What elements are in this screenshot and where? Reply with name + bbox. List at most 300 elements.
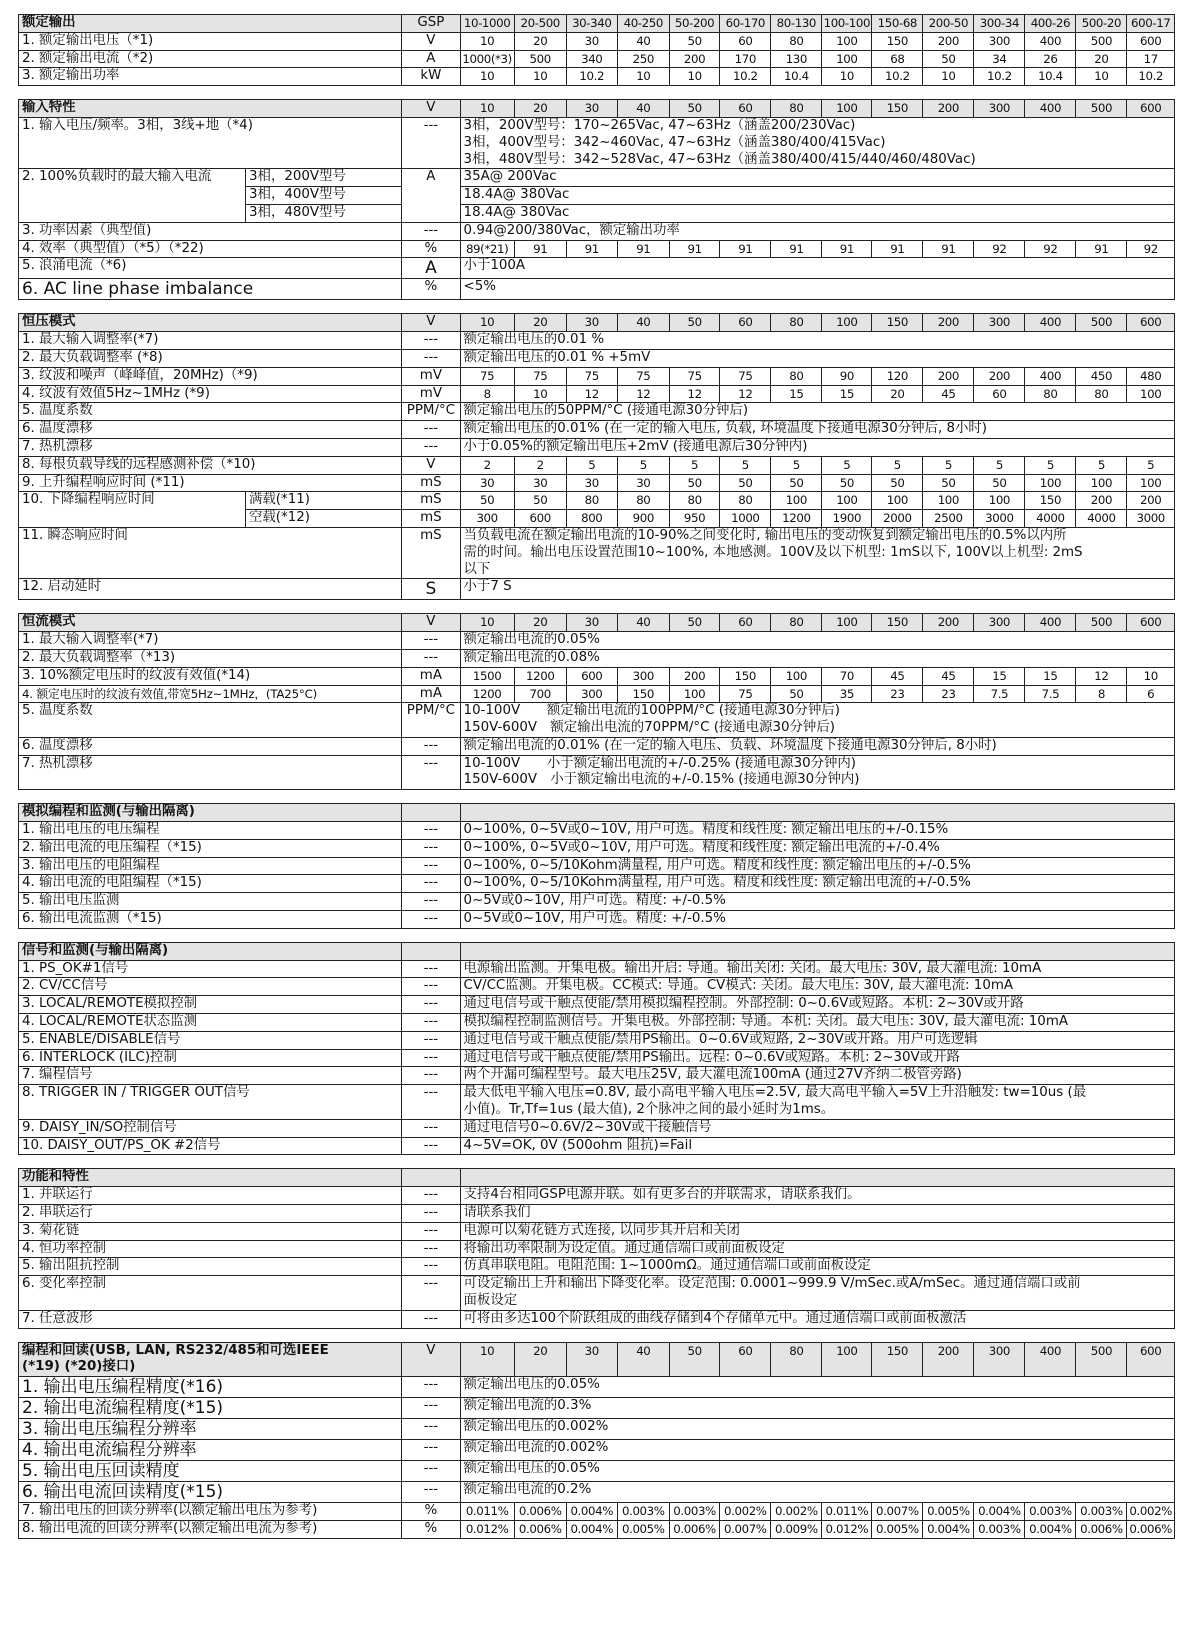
model-cell: 10 (460, 1342, 514, 1377)
table-row (19, 1276, 1175, 1311)
row-text: 支持4台相同GSP电源并联。如有更多台的并联需求，请联系我们。 (460, 1187, 1174, 1205)
model-cell: 500 (1076, 1342, 1127, 1377)
row-text: 0~100%, 0~5/10Kohm满量程, 用户可选。精度和线性度: 额定输出电流的+/-0.5% (460, 875, 1174, 893)
row-text: 0.94@200/380Vac，额定输出功率 (460, 222, 1174, 240)
value-cell: 20 (1076, 50, 1127, 68)
table-row (19, 1419, 1175, 1440)
value-cell: 100 (771, 492, 822, 510)
model-cell: 150 (872, 1342, 923, 1377)
value-cell: 800 (566, 510, 617, 528)
row-unit: mS (402, 527, 460, 578)
table-row (19, 1482, 1175, 1503)
row-unit: % (402, 1503, 460, 1521)
value-cell: 75 (514, 367, 566, 385)
value-cell: 60 (974, 385, 1025, 403)
value-cell: 400 (1025, 32, 1076, 50)
value-cell: 10 (1127, 667, 1175, 685)
value-cell: 17 (1127, 50, 1175, 68)
row-label: 5. 温度系数 (19, 403, 402, 421)
model-cell: 20 (514, 1342, 566, 1377)
model-cell: 500 (1076, 100, 1127, 118)
value-cell: 400 (1025, 367, 1076, 385)
value-cell: 130 (771, 50, 822, 68)
value-cell: 12 (669, 385, 720, 403)
table-row (19, 822, 1175, 840)
row-unit: % (402, 1520, 460, 1538)
value-cell: 1500 (460, 667, 514, 685)
table-row (19, 839, 1175, 857)
header-blank (460, 1169, 1174, 1187)
row-unit: mV (402, 385, 460, 403)
row-text-line: 150V-600V 小于额定输出电流的+/-0.15% (接通电源30分钟内) (463, 772, 860, 788)
row-unit: --- (402, 222, 460, 240)
value-cell: 50 (460, 492, 514, 510)
row-unit: --- (402, 349, 460, 367)
row-text: 额定输出电压的0.01% (在一定的输入电压, 负载, 环境温度下接通电源30分钟后, 8小时) (460, 421, 1174, 439)
row-label: 1. 最大输入调整率(*7) (19, 332, 402, 350)
row-text: 额定输出电压的0.01 % +5mV (460, 349, 1174, 367)
value-cell: 3000 (1127, 510, 1175, 528)
row-unit: --- (402, 1205, 460, 1223)
value-cell: 900 (617, 510, 669, 528)
value-cell: 5 (720, 456, 771, 474)
spec-section (18, 613, 1175, 790)
model-cell: 400 (1025, 314, 1076, 332)
model-cell: 20-500 (514, 15, 566, 33)
section-title-text: 额定输出 (22, 15, 76, 30)
value-cell: 91 (771, 240, 822, 258)
spec-section (18, 313, 1175, 600)
value-cell: 0.005% (617, 1520, 669, 1538)
table-row (19, 685, 1175, 703)
value-cell: 1200 (514, 667, 566, 685)
model-cell: 20 (514, 100, 566, 118)
value-cell: 0.007% (720, 1520, 771, 1538)
table-row (19, 667, 1175, 685)
value-cell: 0.006% (514, 1520, 566, 1538)
model-cell: 200-50 (923, 15, 974, 33)
value-cell: 100 (1127, 385, 1175, 403)
value-cell: 12 (720, 385, 771, 403)
value-cell: 15 (822, 385, 872, 403)
row-text: CV/CC监测。开集电极。CC模式: 导通。CV模式: 关闭。最大电压: 30V, 最大灌电流: 10mA (460, 978, 1174, 996)
row-sublabel: 3相，480V型号 (246, 204, 402, 222)
model-cell: 100 (822, 614, 872, 632)
row-unit: mS (402, 492, 460, 510)
row-unit: --- (402, 1258, 460, 1276)
row-unit: mS (402, 474, 460, 492)
table-row (19, 240, 1175, 258)
table-row (19, 492, 1175, 510)
value-cell: 0.006% (514, 1503, 566, 1521)
model-cell: 80 (771, 1342, 822, 1377)
row-label: 3. 纹波和噪声（峰峰值，20MHz)（*9) (19, 367, 402, 385)
model-cell: 300 (974, 614, 1025, 632)
row-label: 9. 上升编程响应时间 (*11) (19, 474, 402, 492)
table-row (19, 893, 1175, 911)
model-cell: 600 (1127, 314, 1175, 332)
value-cell: 75 (460, 367, 514, 385)
row-unit: --- (402, 1031, 460, 1049)
value-cell: 5 (617, 456, 669, 474)
value-cell: 100 (923, 492, 974, 510)
value-cell: 480 (1127, 367, 1175, 385)
value-cell: 100 (669, 685, 720, 703)
header-blank (460, 942, 1174, 960)
row-text: 0~5V或0~10V, 用户可选。精度: +/-0.5% (460, 911, 1174, 929)
row-text: 额定输出电流的0.2% (460, 1482, 1174, 1503)
table-row (19, 1440, 1175, 1461)
row-label: 4. 恒功率控制 (19, 1240, 402, 1258)
row-label: 5. ENABLE/DISABLE信号 (19, 1031, 402, 1049)
value-cell: 23 (923, 685, 974, 703)
model-cell: 200 (923, 314, 974, 332)
value-cell: 40 (617, 32, 669, 50)
model-cell: 150-68 (872, 15, 923, 33)
model-cell: 200 (923, 614, 974, 632)
value-cell: 0.005% (923, 1503, 974, 1521)
value-cell: 12 (1076, 667, 1127, 685)
model-cell: 500 (1076, 314, 1127, 332)
model-cell: 30 (566, 314, 617, 332)
row-label: 5. 输出电压监测 (19, 893, 402, 911)
table-row (19, 117, 1175, 168)
value-cell: 5 (1076, 456, 1127, 474)
value-cell: 0.007% (872, 1503, 923, 1521)
value-cell: 50 (720, 474, 771, 492)
row-label: 3. 额定输出功率 (19, 68, 402, 86)
value-cell: 91 (514, 240, 566, 258)
row-unit: --- (402, 960, 460, 978)
row-label: 6. 输出电流监测（*15) (19, 911, 402, 929)
row-text: 通过电信号0~0.6V/2~30V或干接触信号 (460, 1119, 1174, 1137)
row-unit: --- (402, 978, 460, 996)
value-cell: 150 (1025, 492, 1076, 510)
row-label: 6. INTERLOCK (ILC)控制 (19, 1049, 402, 1067)
spec-section (18, 1342, 1175, 1539)
table-row (19, 421, 1175, 439)
row-text: 额定输出电压的0.05% (460, 1461, 1174, 1482)
value-cell: 30 (460, 474, 514, 492)
value-cell: 70 (822, 667, 872, 685)
value-cell: 5 (974, 456, 1025, 474)
row-label: 2. 额定输出电流（*2) (19, 50, 402, 68)
model-cell: 200 (923, 100, 974, 118)
section-gap (18, 1329, 1175, 1342)
header-unit (402, 804, 460, 822)
row-label: 6. 变化率控制 (19, 1276, 402, 1311)
value-cell: 5 (1127, 456, 1175, 474)
value-cell: 30 (617, 474, 669, 492)
spec-section (18, 803, 1175, 929)
value-cell: 200 (1076, 492, 1127, 510)
value-cell: 10 (460, 68, 514, 86)
value-cell: 100 (872, 492, 923, 510)
row-unit: --- (402, 1119, 460, 1137)
value-cell: 80 (720, 492, 771, 510)
value-cell: 91 (1076, 240, 1127, 258)
table-row (19, 1085, 1175, 1120)
row-text-line: 150V-600V 额定输出电流的70PPM/°C (接通电源30分钟后) (463, 720, 835, 736)
value-cell: 0.002% (771, 1503, 822, 1521)
value-cell: 0.003% (617, 1503, 669, 1521)
model-cell: 200 (923, 1342, 974, 1377)
model-cell: 30-340 (566, 15, 617, 33)
row-label: 8. 每根负载导线的远程感测补偿（*10) (19, 456, 402, 474)
row-label: 6. 温度漂移 (19, 421, 402, 439)
table-row (19, 960, 1175, 978)
value-cell: 92 (974, 240, 1025, 258)
row-label: 6. 温度漂移 (19, 737, 402, 755)
table-row (19, 1067, 1175, 1085)
model-cell: 60-170 (720, 15, 771, 33)
row-unit: --- (402, 1014, 460, 1032)
row-label: 3. LOCAL/REMOTE模拟控制 (19, 996, 402, 1014)
model-cell: 10 (460, 100, 514, 118)
model-cell: 40-250 (617, 15, 669, 33)
table-row (19, 1398, 1175, 1419)
row-label: 4. LOCAL/REMOTE状态监测 (19, 1014, 402, 1032)
value-cell: 0.003% (669, 1503, 720, 1521)
table-row (19, 755, 1175, 790)
value-cell: 45 (923, 385, 974, 403)
value-cell: 7.5 (1025, 685, 1076, 703)
value-cell: 45 (872, 667, 923, 685)
row-unit: PPM/°C (402, 703, 460, 738)
model-cell: 50-200 (669, 15, 720, 33)
row-text-line: 小值)。Tr,Tf=1us (最大值), 2个脉冲之间的最小延时为1ms。 (463, 1102, 835, 1118)
value-cell: 20 (514, 32, 566, 50)
row-text: 18.4A@ 380Vac (460, 187, 1174, 205)
model-cell: 50 (669, 314, 720, 332)
value-cell: 30 (514, 474, 566, 492)
table-row (19, 349, 1175, 367)
value-cell: 91 (923, 240, 974, 258)
value-cell: 300 (617, 667, 669, 685)
section-title-text: 信号和监测(与输出隔离) (22, 942, 169, 958)
value-cell: 10 (460, 32, 514, 50)
table-row (19, 649, 1175, 667)
table-row (19, 1310, 1175, 1328)
row-text: 0~100%, 0~5V或0~10V, 用户可选。精度和线性度: 额定输出电流的+/-0.4% (460, 839, 1174, 857)
row-unit: --- (402, 1187, 460, 1205)
row-label: 7. 任意波形 (19, 1310, 402, 1328)
row-label: 2. 输出电流编程精度(*15) (19, 1398, 402, 1419)
table-row (19, 68, 1175, 86)
row-unit: A (402, 258, 460, 279)
value-cell: 0.011% (822, 1503, 872, 1521)
table-row (19, 169, 1175, 187)
value-cell: 5 (923, 456, 974, 474)
table-row (19, 857, 1175, 875)
row-text: 请联系我们 (460, 1205, 1174, 1223)
row-unit: mS (402, 510, 460, 528)
table-row (19, 1014, 1175, 1032)
row-unit: --- (402, 996, 460, 1014)
model-cell: 400 (1025, 1342, 1076, 1377)
value-cell: 0.003% (1076, 1503, 1127, 1521)
value-cell: 0.005% (872, 1520, 923, 1538)
model-cell: 150 (872, 314, 923, 332)
section-title (19, 100, 402, 118)
section-gap (18, 790, 1175, 803)
value-cell: 10 (617, 68, 669, 86)
value-cell: 75 (566, 367, 617, 385)
model-cell: 300 (974, 1342, 1025, 1377)
row-unit: V (402, 456, 460, 474)
value-cell: 0.006% (669, 1520, 720, 1538)
table-row (19, 403, 1175, 421)
table-row (19, 1137, 1175, 1155)
table-row (19, 32, 1175, 50)
value-cell: 200 (974, 367, 1025, 385)
value-cell: 80 (771, 367, 822, 385)
table-row (19, 258, 1175, 279)
row-label: 2. 输出电流的电压编程（*15) (19, 839, 402, 857)
table-row (19, 279, 1175, 300)
value-cell: 92 (1127, 240, 1175, 258)
value-cell: 75 (617, 367, 669, 385)
header-unit (402, 942, 460, 960)
row-sublabel: 3相，200V型号 (246, 169, 402, 187)
row-text (460, 527, 1174, 578)
row-text: 通过电信号或干触点使能/禁用PS输出。远程: 0~0.6V或短路。本机: 2~30V或开路 (460, 1049, 1174, 1067)
value-cell: 23 (872, 685, 923, 703)
row-unit: --- (402, 1398, 460, 1419)
row-unit: V (402, 32, 460, 50)
row-unit: mV (402, 367, 460, 385)
value-cell: 10.2 (974, 68, 1025, 86)
value-cell: 8 (1076, 685, 1127, 703)
value-cell: 91 (720, 240, 771, 258)
row-label: 5. 浪涌电流（*6) (19, 258, 402, 279)
model-cell: 60 (720, 614, 771, 632)
value-cell: 0.002% (1127, 1503, 1175, 1521)
value-cell: 15 (974, 667, 1025, 685)
row-text: 额定输出电流的0.3% (460, 1398, 1174, 1419)
table-row (19, 1119, 1175, 1137)
row-label: 5. 输出阻抗控制 (19, 1258, 402, 1276)
row-label: 3. 功率因素（典型值) (19, 222, 402, 240)
row-text: 将输出功率限制为设定值。通过通信端口或前面板设定 (460, 1240, 1174, 1258)
row-unit: --- (402, 1085, 460, 1120)
row-text: 额定输出电流的0.08% (460, 649, 1174, 667)
value-cell: 50 (771, 685, 822, 703)
row-label: 7. 编程信号 (19, 1067, 402, 1085)
value-cell: 1900 (822, 510, 872, 528)
row-text-line: 最大低电平输入电压=0.8V, 最小高电平输入电压=2.5V, 最大高电平输入=5V上升沿触发: tw=10us (最 (463, 1085, 1087, 1101)
row-unit: --- (402, 1240, 460, 1258)
row-label: 3. 菊花链 (19, 1222, 402, 1240)
model-cell: 80-130 (771, 15, 822, 33)
value-cell: 10.2 (1127, 68, 1175, 86)
section-title-text: 编程和回读(USB, LAN, RS232/485和可选IEEE (22, 1342, 329, 1358)
row-label: 9. DAISY_IN/SO控制信号 (19, 1119, 402, 1137)
value-cell: 100 (822, 32, 872, 50)
table-row (19, 1049, 1175, 1067)
model-cell: 600 (1127, 100, 1175, 118)
table-row (19, 1031, 1175, 1049)
row-label: 2. CV/CC信号 (19, 978, 402, 996)
row-text-line: 3相，400V型号：342~460Vac, 47~63Hz（涵盖380/400/415Vac) (463, 134, 886, 150)
value-cell: 100 (822, 492, 872, 510)
row-text-line: 10-100V 额定输出电流的100PPM/°C (接通电源30分钟后) (463, 703, 840, 719)
row-label: 8. TRIGGER IN / TRIGGER OUT信号 (19, 1085, 402, 1120)
value-cell: 0.004% (1025, 1520, 1076, 1538)
row-label: 1. 最大输入调整率(*7) (19, 632, 402, 650)
value-cell: 1200 (460, 685, 514, 703)
model-cell: 20 (514, 614, 566, 632)
row-text: 通过电信号或干触点使能/禁用PS输出。0~0.6V或短路, 2~30V或开路。用户可选逻辑 (460, 1031, 1174, 1049)
row-label: 4. 输出电流编程分辨率 (19, 1440, 402, 1461)
model-cell: 40 (617, 1342, 669, 1377)
table-row (19, 332, 1175, 350)
value-cell: 5 (872, 456, 923, 474)
header-unit: V (402, 1342, 460, 1377)
model-cell: 100 (822, 100, 872, 118)
value-cell: 91 (822, 240, 872, 258)
table-row (19, 1377, 1175, 1398)
section-title (19, 942, 402, 960)
table-row (19, 1187, 1175, 1205)
row-unit: --- (402, 875, 460, 893)
row-text: 电源可以菊花链方式连接, 以同步其开启和关闭 (460, 1222, 1174, 1240)
row-unit: --- (402, 117, 460, 168)
model-cell: 600-17 (1127, 15, 1175, 33)
value-cell: 100 (1076, 474, 1127, 492)
row-label: 2. 串联运行 (19, 1205, 402, 1223)
row-text: 小于7 S (460, 579, 1174, 600)
table-row (19, 367, 1175, 385)
table-row (19, 1258, 1175, 1276)
table-row (19, 474, 1175, 492)
row-unit: --- (402, 1482, 460, 1503)
table-row (19, 1222, 1175, 1240)
value-cell: 50 (669, 32, 720, 50)
value-cell: 100 (1127, 474, 1175, 492)
model-cell: 60 (720, 1342, 771, 1377)
table-row (19, 50, 1175, 68)
section-title-text: 恒流模式 (22, 614, 76, 630)
row-unit: % (402, 279, 460, 300)
row-label: 3. 输出电压的电阻编程 (19, 857, 402, 875)
row-text (460, 1276, 1174, 1311)
value-cell: 0.004% (923, 1520, 974, 1538)
model-cell: 500 (1076, 614, 1127, 632)
row-unit: --- (402, 1067, 460, 1085)
row-text: 小于100A (460, 258, 1174, 279)
value-cell: 4000 (1025, 510, 1076, 528)
row-label: 3. 输出电压编程分辨率 (19, 1419, 402, 1440)
model-cell: 30 (566, 100, 617, 118)
model-cell: 30 (566, 614, 617, 632)
row-text (460, 703, 1174, 738)
section-title-text: 输入特性 (22, 100, 76, 116)
value-cell: 250 (617, 50, 669, 68)
table-row (19, 579, 1175, 600)
value-cell: 50 (771, 474, 822, 492)
row-unit: --- (402, 632, 460, 650)
row-text: 额定输出电流的0.05% (460, 632, 1174, 650)
model-cell: 80 (771, 100, 822, 118)
value-cell: 91 (566, 240, 617, 258)
row-text-line: 面板设定 (463, 1293, 518, 1308)
section-title (19, 15, 402, 33)
value-cell: 2500 (923, 510, 974, 528)
value-cell: 91 (669, 240, 720, 258)
value-cell: 20 (872, 385, 923, 403)
header-unit: GSP (402, 15, 460, 33)
